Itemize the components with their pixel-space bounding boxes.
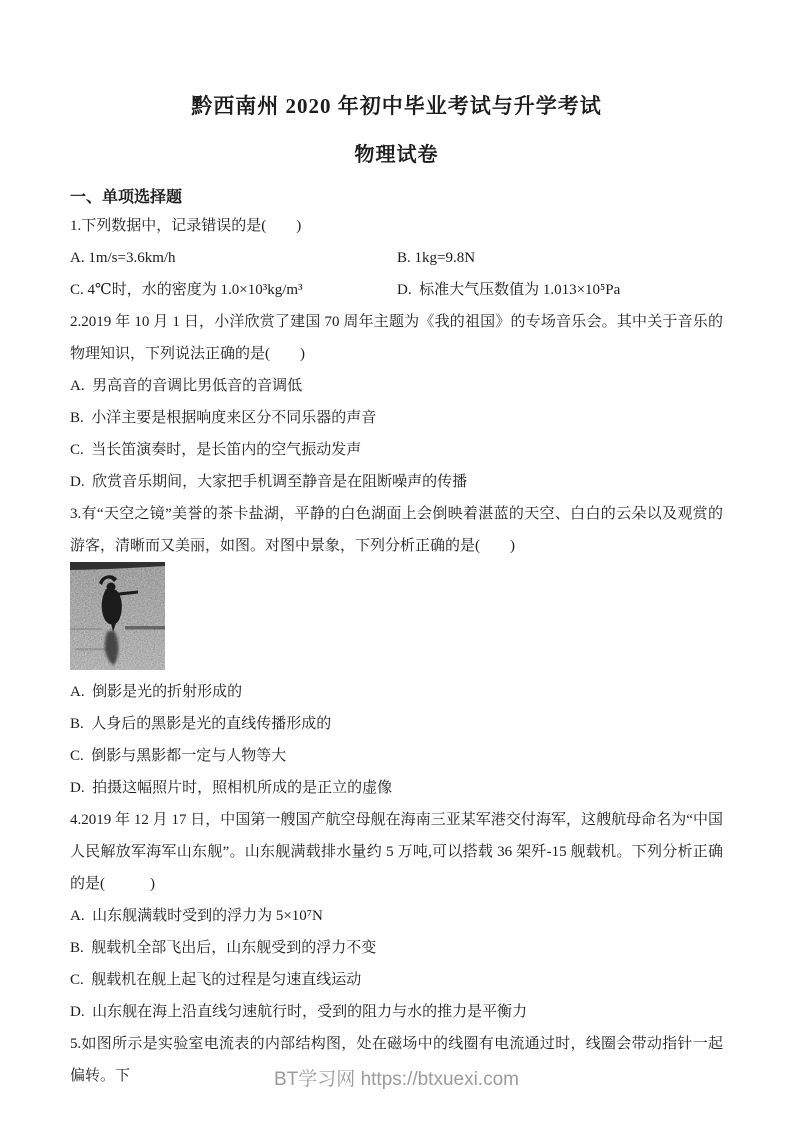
question-1-option-b: B. 1kg=9.8N — [397, 250, 476, 266]
question-2-option-d: D. 欣赏音乐期间，大家把手机调至静音是在阻断噪声的传播 — [70, 474, 468, 490]
question-2-stem: 2.2019 年 10 月 1 日，小洋欣赏了建国 70 周年主题为《我的祖国》的专场音乐会。其中关于音乐的物理知识，下列说法正确的是( ) — [70, 314, 723, 362]
question-1-options — [70, 242, 723, 306]
question-3-option-d: D. 拍摄这幅照片时，照相机所成的是正立的虚像 — [70, 780, 393, 796]
question-4-option-a: A. 山东舰满载时受到的浮力为 5×10⁷N — [70, 908, 323, 924]
question-1-stem: 1.下列数据中，记录错误的是( ) — [70, 218, 302, 234]
question-1 — [70, 210, 723, 306]
question-1-option-d: D. 标准大气压数值为 1.013×10⁵Pa — [397, 282, 621, 298]
page-subtitle: 物理试卷 — [354, 144, 439, 166]
document-content — [70, 0, 723, 1092]
page-title: 黔西南州 2020 年初中毕业考试与升学考试 — [191, 94, 602, 118]
question-4 — [70, 804, 723, 1028]
question-4-option-b: B. 舰载机全部飞出后，山东舰受到的浮力不变 — [70, 940, 377, 956]
question-4-stem: 4.2019 年 12 月 17 日，中国第一艘国产航空母舰在海南三亚某军港交付海军，这艘航母命名为“中国人民解放军海军山东舰”。山东舰满载排水量约 5 万吨,可以搭载 36 架歼-15 舰载机。下列分析正确的是( ) — [70, 812, 723, 892]
section-heading: 一、单项选择题 — [70, 189, 183, 206]
question-1-option-a: A. 1m/s=3.6km/h — [70, 250, 176, 266]
question-3-option-b: B. 人身后的黑影是光的直线传播形成的 — [70, 716, 332, 732]
question-2-option-a: A. 男高音的音调比男低音的音调低 — [70, 378, 303, 394]
question-3-stem: 3.有“天空之镜”美誉的茶卡盐湖，平静的白色湖面上会倒映着湛蓝的天空、白白的云朵以及观赏的游客，清晰而又美丽，如图。对图中景象，下列分析正确的是( ) — [70, 506, 723, 554]
question-2-option-b: B. 小洋主要是根据响度来区分不同乐器的声音 — [70, 410, 377, 426]
question-4-option-d: D. 山东舰在海上沿直线匀速航行时，受到的阻力与水的推力是平衡力 — [70, 1004, 528, 1020]
question-5-stem: 5.如图所示是实验室电流表的内部结构图，处在磁场中的线圈有电流通过时，线圈会带动指针一起偏转。下 — [70, 1036, 723, 1084]
question-3 — [70, 498, 723, 804]
lake-reflection-photo — [70, 562, 165, 670]
question-3-option-c: C. 倒影与黑影都一定与人物等大 — [70, 748, 287, 764]
question-1-option-c: C. 4℃时，水的密度为 1.0×10³kg/m³ — [70, 282, 303, 298]
question-2 — [70, 306, 723, 498]
question-3-option-a: A. 倒影是光的折射形成的 — [70, 684, 243, 700]
question-2-option-c: C. 当长笛演奏时，是长笛内的空气振动发声 — [70, 442, 362, 458]
question-4-option-c: C. 舰载机在舰上起飞的过程是匀速直线运动 — [70, 972, 362, 988]
footer-site-link[interactable]: BT学习网 https://btxuexi.com — [274, 1069, 519, 1090]
